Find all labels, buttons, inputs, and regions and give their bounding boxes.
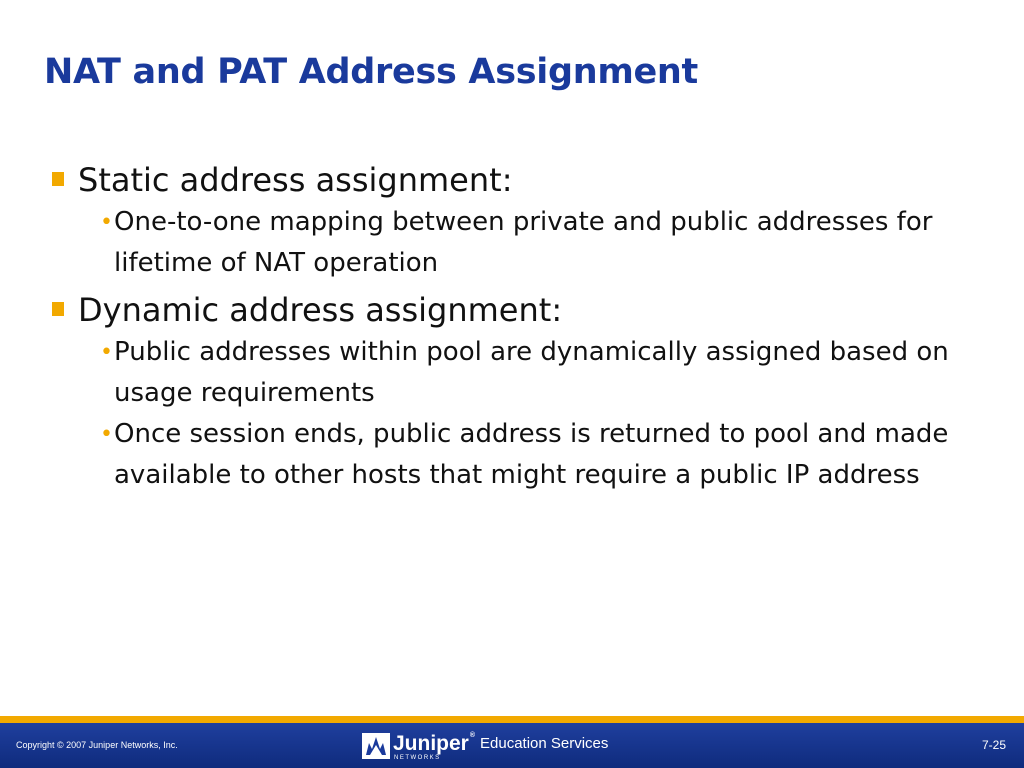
slide-content (52, 158, 1002, 496)
bullet-static-assignment (52, 158, 1002, 202)
sub-bullet-one-to-one (100, 202, 1002, 284)
juniper-logo-icon (362, 733, 390, 759)
footer-bar (0, 723, 1024, 768)
footer-stripe (0, 716, 1024, 723)
sub-bullet-text: Public addresses within pool are dynamically assigned based on usage requirements (114, 337, 949, 408)
dot-bullet-icon: • (100, 210, 113, 235)
bullet-text: Dynamic address assignment: (78, 291, 563, 329)
sub-bullet-text: One-to-one mapping between private and public addresses for lifetime of NAT operation (114, 207, 933, 278)
bullet-text: Static address assignment: (78, 161, 513, 199)
juniper-logo (362, 731, 475, 761)
sub-bullet-text: Once session ends, public address is returned to pool and made available to other hosts that might require a public IP address (114, 419, 949, 490)
logo-subtext: NETWORKS (394, 755, 441, 761)
dot-bullet-icon: • (100, 422, 113, 447)
sub-bullet-pool-assigned (100, 332, 1002, 414)
copyright-text: Copyright © 2007 Juniper Networks, Inc. (16, 740, 178, 750)
logo-text: Juniper® (393, 732, 476, 755)
square-bullet-icon (52, 172, 64, 186)
bullet-dynamic-assignment (52, 288, 1002, 332)
page-number: 7-25 (981, 738, 1006, 752)
dot-bullet-icon: • (100, 340, 113, 365)
education-services-label: Education Services (480, 735, 609, 752)
sub-bullet-session-ends (100, 414, 1002, 496)
slide-title: NAT and PAT Address Assignment (44, 52, 698, 92)
square-bullet-icon (52, 302, 64, 316)
